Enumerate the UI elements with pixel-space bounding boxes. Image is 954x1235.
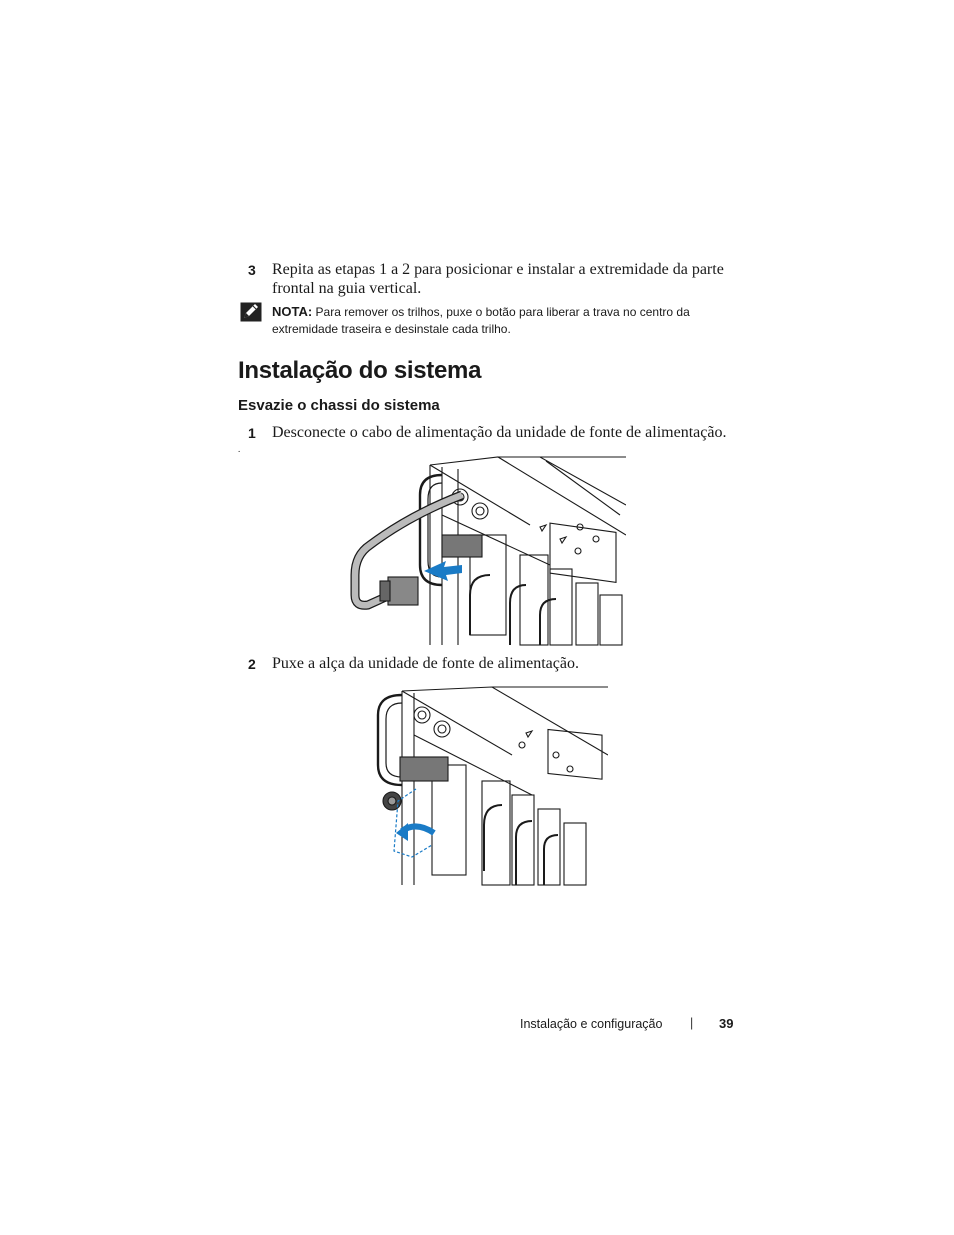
step-number: 3 (248, 262, 256, 278)
stray-mark: . (238, 444, 241, 454)
footer-section: Instalação e configuração (520, 1017, 663, 1031)
footer-separator: | (690, 1016, 694, 1030)
pencil-note-icon (240, 302, 262, 322)
step-text-line: Repita as etapas 1 a 2 para posicionar e instalar a extremidade da parte (272, 261, 724, 278)
step-number: 1 (248, 425, 256, 441)
subsection-title: Esvazie o chassi do sistema (238, 397, 440, 414)
note-text: Para remover os trilhos, puxe o botão para liberar a trava no centro da (315, 305, 690, 319)
step-text (272, 260, 742, 298)
psu-cable-disconnect-illustration (350, 455, 626, 650)
step-text-line: frontal na guia vertical. (272, 280, 422, 297)
psu-handle-pull-illustration (372, 685, 608, 891)
note-label: NOTA: (272, 304, 313, 319)
note-line: extremidade traseira e desinstale cada trilho. (272, 322, 511, 336)
step-text: Desconecte o cabo de alimentação da unidade de fonte de alimentação. (272, 424, 727, 441)
note (272, 303, 752, 338)
step-text: Puxe a alça da unidade de fonte de alimentação. (272, 655, 579, 672)
section-title: Instalação do sistema (238, 357, 482, 384)
page-number: 39 (719, 1016, 734, 1031)
note-line (272, 303, 752, 321)
step-number: 2 (248, 656, 256, 672)
